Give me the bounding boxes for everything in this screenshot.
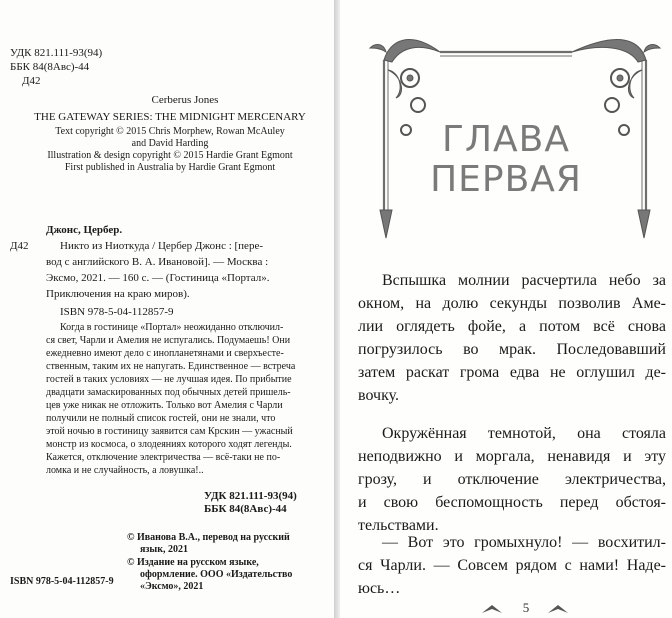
udk-bottom: УДК 821.111-93(94): [204, 490, 297, 502]
rights-line: оформление. ООО «Издательство: [140, 569, 293, 580]
annotation-line: гостей в таких условиях — не лучшая идея. По прибытие: [46, 374, 292, 385]
biblio-author: Джонс, Цербер.: [46, 224, 123, 236]
rights-line: «Эксмо», 2021: [140, 581, 204, 592]
isbn-bottom: ISBN 978-5-04-112857-9: [10, 576, 114, 587]
paragraph-line: Окружённая темнотой, она стояла: [382, 425, 666, 442]
paragraph-line: вочку.: [358, 387, 400, 404]
rights-line: © Издание на русском языке,: [127, 557, 259, 568]
paragraph-line: затем раскат грома едва не оглушил де-: [358, 364, 666, 381]
paragraph-line: ся Чарли. — Совсем рядом с нами! Наде-: [358, 557, 666, 574]
bbk-code: ББК 84(8Авс)-44: [10, 61, 90, 73]
bbk-bottom: ББК 84(8Авс)-44: [204, 503, 287, 515]
annotation-line: ственным, таким их не напугать. Единственное — встреча: [46, 361, 296, 372]
isbn-main: ISBN 978-5-04-112857-9: [60, 306, 174, 318]
paragraph-line: погрузилось во мрак. Последовавший: [358, 341, 666, 358]
chapter-title-line2: ПЕРВАЯ: [430, 159, 582, 200]
annotation-line: монстр из космоса, о злодеяниях которого ходят легенды.: [46, 439, 292, 450]
author-mark: Д42: [22, 75, 41, 87]
annotation-line: ежедневно имеют дело с инопланетянами и сверхъесте-: [46, 348, 284, 359]
paragraph-line: грозу, и отключение электричества,: [358, 471, 666, 488]
biblio-line: Приключения на краю миров).: [46, 288, 190, 300]
annotation-line: Кажется, отключение электричества — всё-таки не по-: [46, 452, 281, 463]
annotation-line: ся свет, Чарли и Амелия не испугались. Подумаешь! Они: [46, 335, 291, 346]
paragraph-line: Вспышка молнии расчертила небо за: [382, 272, 666, 289]
annotation-line: получили не полный список гостей, они не знали, что: [46, 413, 276, 424]
chapter-title-line1: ГЛАВА: [442, 119, 570, 160]
biblio-code: Д42: [10, 240, 29, 252]
page-number: 5: [522, 600, 530, 615]
biblio-line: вод с английского В. А. Ивановой]. — Москва :: [46, 256, 269, 268]
paragraph-line: тельствами.: [358, 517, 439, 534]
annotation-line: Когда в гостинице «Портал» неожиданно отключил-: [60, 322, 284, 333]
copyright-line: First published in Australia by Hardie Grant Egmont: [64, 162, 276, 173]
copyright-line: Text copyright © 2015 Chris Morphew, Rowan McAuley: [55, 126, 285, 137]
left-page: [0, 0, 334, 618]
annotation-line: ломка и не случайность, а ловушка!..: [46, 465, 204, 476]
copyright-line: Illustration & design copyright © 2015 Hardie Grant Egmont: [47, 150, 293, 161]
paragraph-line: лии оглядеть фойе, а потом всё снова: [358, 318, 666, 335]
annotation-line: цев уже никак не отложить. Только вот Амелия с Чарли: [46, 400, 283, 411]
annotation-line: двадцати замаскированных под обычных детей пришель-: [46, 387, 291, 398]
biblio-line: Никто из Ниоткуда / Цербер Джонс : [пере-: [60, 240, 263, 252]
paragraph-line: неподвижно и моргала, ненавидя и эту: [358, 448, 666, 465]
rights-line: © Иванова В.А., перевод на русский: [127, 532, 290, 543]
original-author: Cerberus Jones: [151, 94, 219, 106]
copyright-line: and David Harding: [131, 138, 209, 149]
paragraph-line: окном, на долю секунды позволив Аме-: [358, 295, 666, 312]
left-ornament-icon: [480, 603, 504, 615]
right-page: [340, 0, 672, 618]
biblio-line: Эксмо, 2021. — 160 с. — (Гостиница «Портал».: [46, 272, 270, 284]
original-series: THE GATEWAY SERIES: THE MIDNIGHT MERCENARY: [34, 111, 306, 123]
rights-line: язык, 2021: [140, 544, 188, 555]
paragraph-line: — Вот это громыхнуло! — восхитил-: [382, 534, 666, 551]
paragraph-line: юсь…: [358, 580, 401, 597]
annotation-line: этой ночью в гостиницу заявится сам Крскин — ужасный: [46, 426, 293, 437]
right-ornament-icon: [546, 603, 570, 615]
udk-code: УДК 821.111-93(94): [10, 47, 103, 59]
paragraph-line: и свою беспомощность перед обстоя-: [358, 494, 666, 511]
